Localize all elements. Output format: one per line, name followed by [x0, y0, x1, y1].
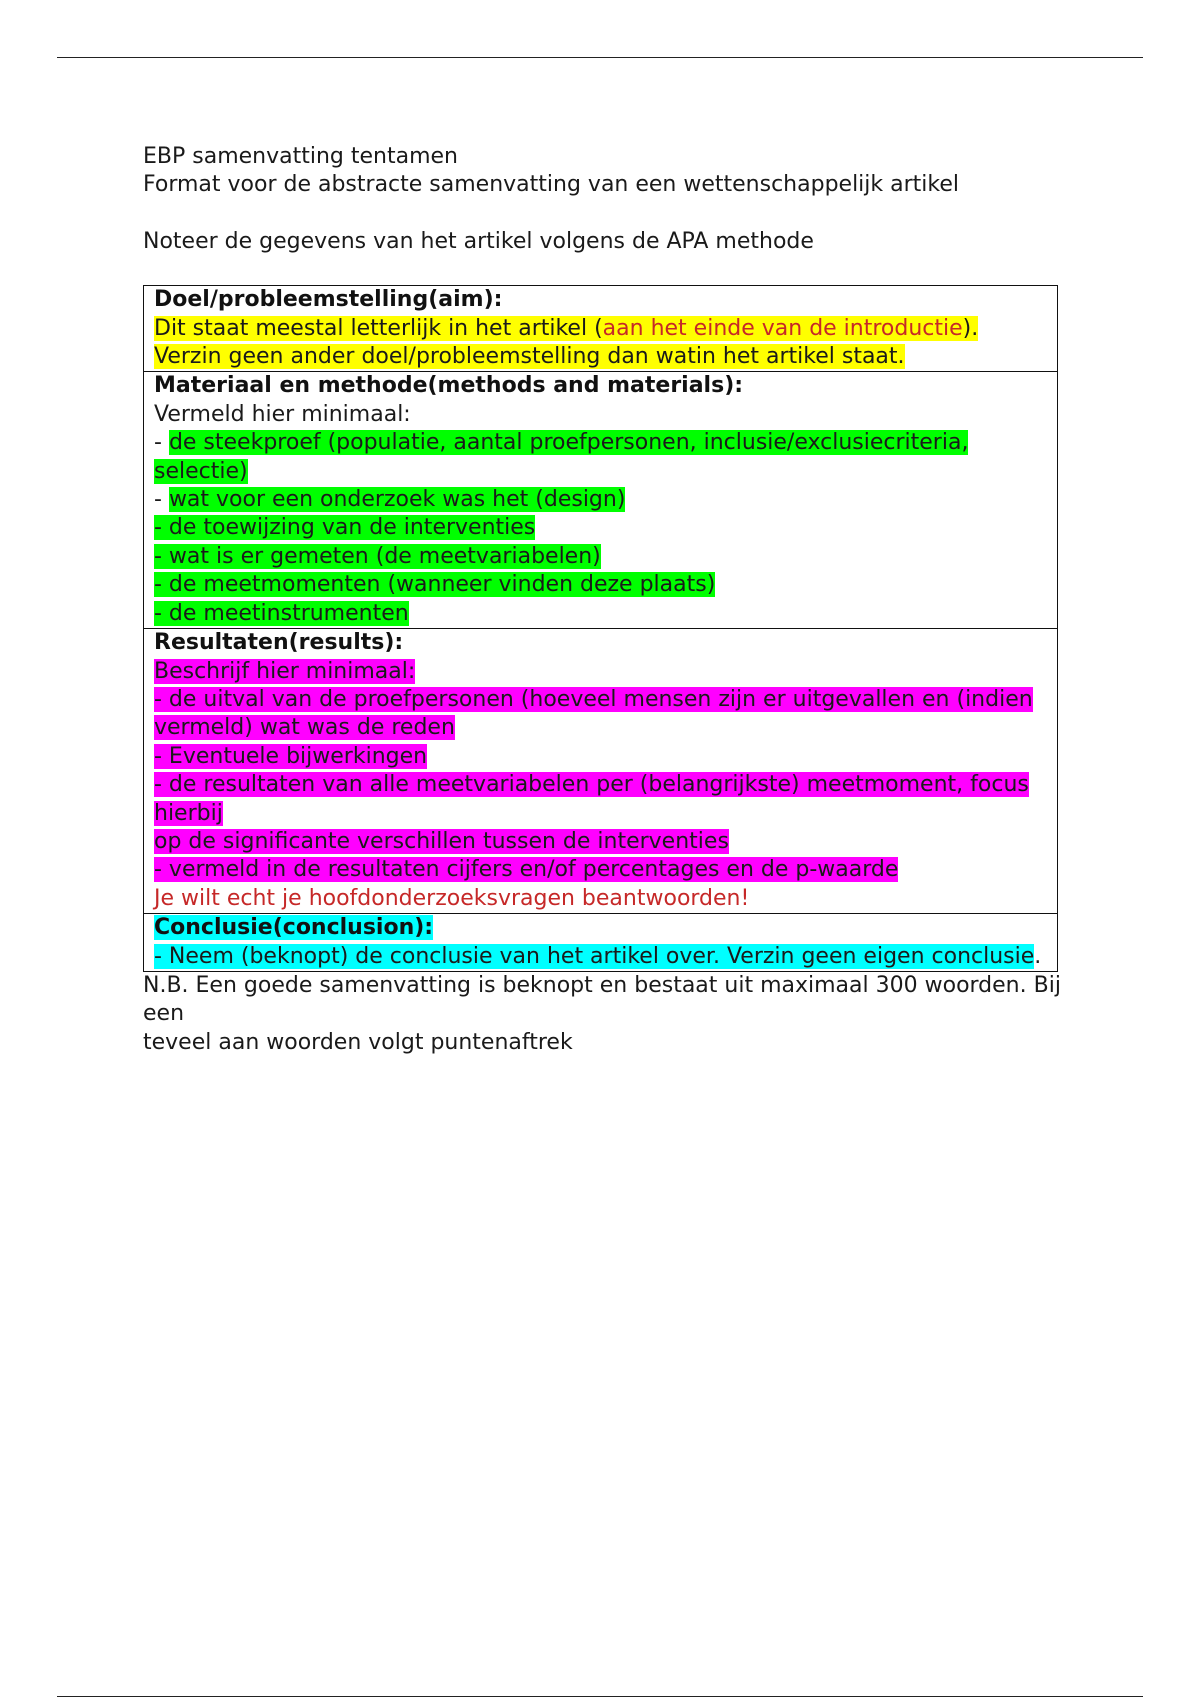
methods-item-variables-text: - wat is er gemeten (de meetvariabelen) — [154, 543, 601, 569]
methods-item-variables — [154, 543, 1047, 571]
conclusion-row — [144, 914, 1058, 972]
methods-item-timepoints — [154, 571, 1047, 599]
aim-cell — [144, 286, 1058, 372]
methods-item-sample — [154, 429, 1047, 486]
methods-item-allocation-text: - de toewijzing van de interventies — [154, 515, 536, 541]
methods-item-allocation — [154, 514, 1047, 542]
results-item-outcomes-line1: - de resultaten van alle meetvariabelen per (belangrijkste) meetmoment, focus hierbij — [154, 772, 1029, 826]
methods-item-sample-text: de steekproef (populatie, aantal proefpersonen, inclusie/exclusiecriteria, selectie) — [154, 430, 969, 484]
methods-item-design-text: wat voor een onderzoek was het (design) — [168, 487, 626, 513]
document-subtitle: Format voor de abstracte samenvatting van een wettenschappelijk artikel — [143, 172, 960, 198]
results-note: Je wilt echt je hoofdonderzoeksvragen beantwoorden! — [154, 885, 750, 911]
results-item-outcomes — [154, 771, 1047, 828]
results-item-dropout-cont — [154, 714, 1047, 742]
methods-cell — [144, 372, 1058, 629]
conclusion-text-line — [154, 943, 1047, 971]
methods-item-instruments-text: - de meetinstrumenten — [154, 600, 409, 626]
results-title: Resultaten(results): — [154, 630, 404, 656]
aim-text-red: aan het einde van de introductie — [602, 315, 963, 341]
aim-text-part2: ). Verzin geen ander doel/probleemstelling dan watin het artikel staat. — [154, 315, 979, 370]
conclusion-title-line — [154, 914, 1047, 942]
results-item-sideeffects-text: - Eventuele bijwerkingen — [154, 743, 428, 769]
spacer — [143, 200, 1063, 228]
results-item-dropout — [154, 686, 1047, 714]
methods-intro: Vermeld hier minimaal: — [154, 401, 411, 427]
results-item-outcomes-cont — [154, 828, 1047, 856]
conclusion-title: Conclusie(conclusion): — [154, 915, 434, 941]
results-item-outcomes-line2: op de significante verschillen tussen de interventies — [154, 828, 729, 854]
document-body — [143, 143, 1063, 1057]
methods-item-instruments — [154, 600, 1047, 628]
methods-row — [144, 372, 1058, 629]
aim-title: Doel/probleemstelling(aim): — [154, 287, 503, 313]
methods-item-design — [154, 486, 1047, 514]
document-title: EBP samenvatting tentamen — [143, 144, 458, 169]
results-row — [144, 629, 1058, 914]
results-item-dropout-line2: vermeld) wat was de reden — [154, 715, 455, 741]
methods-item-design-prefix: - — [154, 487, 169, 513]
aim-text-part1: Dit staat meestal letterlijk in het artikel ( — [154, 315, 603, 341]
results-intro: Beschrijf hier minimaal: — [154, 658, 416, 684]
results-item-figures-text: - vermeld in de resultaten cijfers en/of percentages en de p-waarde — [154, 857, 899, 883]
results-item-dropout-line1: - de uitval van de proefpersonen (hoeveel mensen zijn er uitgevallen en (indien — [154, 686, 1033, 712]
word-limit-note-line2: teveel aan woorden volgt puntenaftrek — [143, 1029, 573, 1055]
word-limit-note-line1: N.B. Een goede samenvatting is beknopt en bestaat uit maximaal 300 woorden. Bij een — [143, 972, 1061, 1027]
results-item-figures — [154, 856, 1047, 884]
conclusion-cell — [144, 914, 1058, 972]
results-item-sideeffects — [154, 743, 1047, 771]
aim-row — [144, 286, 1058, 372]
methods-item-timepoints-text: - de meetmomenten (wanneer vinden deze plaats) — [154, 572, 716, 598]
word-limit-note — [143, 972, 1063, 1057]
page-top-rule — [57, 57, 1143, 58]
conclusion-text-end: . — [1034, 943, 1042, 969]
methods-title: Materiaal en methode(methods and materials): — [154, 373, 744, 399]
abstract-format-table — [143, 285, 1058, 972]
page-bottom-rule — [57, 1696, 1143, 1697]
apa-instruction: Noteer de gegevens van het artikel volgens de APA methode — [143, 228, 814, 254]
methods-item-sample-prefix: - — [154, 430, 169, 456]
aim-text — [154, 315, 1047, 372]
conclusion-text: - Neem (beknopt) de conclusie van het artikel over. Verzin geen eigen conclusie — [154, 943, 1035, 969]
results-intro-line — [154, 658, 1047, 686]
results-cell — [144, 629, 1058, 914]
